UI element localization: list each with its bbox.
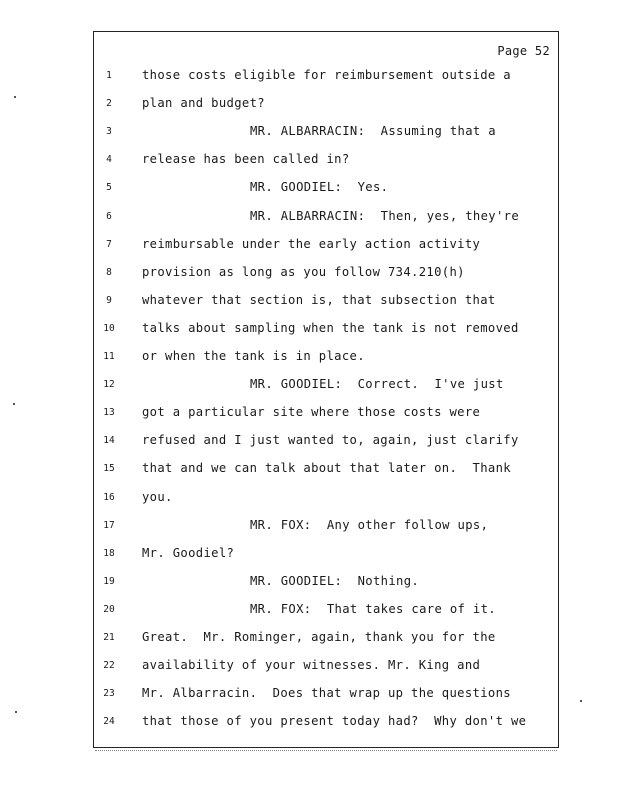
line-text: MR. FOX: Any other follow ups,	[250, 517, 489, 532]
line-number: 14	[103, 435, 115, 447]
line-text: MR. ALBARRACIN: Assuming that a	[250, 124, 496, 139]
line-text: MR. ALBARRACIN: Then, yes, they're	[250, 208, 520, 223]
transcript-line	[94, 602, 560, 622]
line-number: 19	[103, 575, 115, 587]
transcript-line	[94, 490, 560, 510]
transcript-line	[94, 265, 560, 285]
line-number: 17	[103, 519, 115, 531]
line-number: 1	[106, 70, 112, 81]
line-number: 5	[106, 182, 112, 194]
transcript-line	[94, 321, 560, 341]
transcript-line	[94, 237, 560, 257]
line-number: 12	[103, 379, 115, 391]
line-number: 11	[103, 351, 115, 362]
line-number: 6	[106, 210, 112, 222]
line-number: 15	[103, 463, 115, 475]
transcript-line	[94, 209, 560, 229]
line-text: MR. FOX: That takes care of it.	[250, 601, 496, 616]
line-text: MR. GOODIEL: Nothing.	[250, 573, 420, 588]
transcript-line	[94, 180, 560, 200]
line-text: talks about sampling when the tank is not removed	[142, 320, 519, 335]
transcript-line	[94, 714, 560, 734]
line-number: 3	[106, 126, 112, 138]
line-number: 23	[103, 688, 115, 700]
transcript-line	[94, 349, 560, 369]
transcript-line	[94, 518, 560, 538]
line-text: Mr. Goodiel?	[142, 545, 235, 560]
line-text: those costs eligible for reimbursement outside a	[142, 68, 511, 82]
line-number: 9	[106, 294, 112, 306]
line-number: 21	[103, 632, 115, 643]
line-text: provision as long as you follow 734.210(h)	[142, 264, 465, 279]
line-text: MR. GOODIEL: Correct. I've just	[250, 377, 504, 392]
line-text: reimbursable under the early action activity	[142, 236, 481, 251]
line-text: availability of your witnesses. Mr. King and	[142, 658, 481, 673]
line-text: you.	[142, 489, 173, 504]
transcript-line	[94, 152, 560, 172]
transcript-line	[94, 686, 560, 706]
line-number: 20	[103, 603, 115, 615]
line-number: 22	[103, 660, 115, 672]
line-number: 10	[103, 322, 115, 334]
transcript-line	[94, 630, 560, 650]
scan-speck	[580, 700, 582, 702]
transcript-line	[94, 68, 560, 88]
transcript-line	[94, 433, 560, 453]
line-number: 4	[106, 154, 112, 166]
scan-speck	[14, 96, 16, 98]
transcript-line	[94, 461, 560, 481]
bottom-rule	[95, 750, 557, 751]
line-number: 16	[103, 491, 115, 503]
line-text: Mr. Albarracin. Does that wrap up the questions	[142, 686, 511, 701]
transcript-line	[94, 377, 560, 397]
line-text: refused and I just wanted to, again, just clarify	[142, 433, 519, 448]
line-text: MR. GOODIEL: Yes.	[250, 180, 389, 195]
line-text: or when the tank is in place.	[142, 349, 365, 363]
transcript-line	[94, 574, 560, 594]
scan-speck	[13, 403, 15, 405]
transcript-line	[94, 124, 560, 144]
line-number: 8	[106, 266, 112, 278]
transcript-line	[94, 96, 560, 116]
page-number: Page 52	[497, 44, 550, 58]
line-number: 7	[106, 238, 112, 250]
line-text: that those of you present today had? Why don't we	[142, 714, 527, 729]
line-text: plan and budget?	[142, 96, 265, 111]
transcript-line	[94, 658, 560, 678]
line-number: 2	[106, 98, 112, 110]
line-text: got a particular site where those costs were	[142, 405, 481, 420]
transcript-line	[94, 405, 560, 425]
scan-speck	[15, 711, 17, 713]
line-text: Great. Mr. Rominger, again, thank you for the	[142, 630, 496, 644]
transcript-page	[93, 31, 559, 748]
line-text: that and we can talk about that later on. Thank	[142, 461, 511, 476]
line-number: 18	[103, 547, 115, 559]
line-text: release has been called in?	[142, 152, 350, 167]
line-number: 24	[103, 716, 115, 728]
line-text: whatever that section is, that subsection that	[142, 292, 496, 307]
transcript-line	[94, 546, 560, 566]
line-number: 13	[103, 407, 115, 419]
transcript-line	[94, 293, 560, 313]
